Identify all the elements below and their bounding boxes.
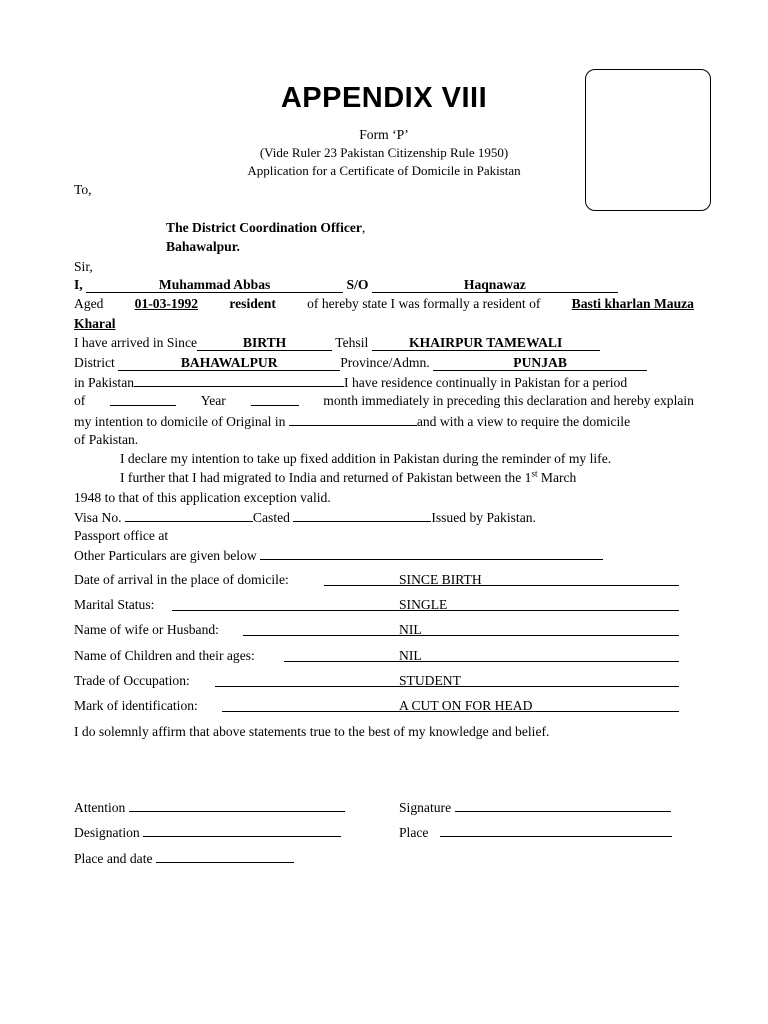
casted-label: Casted: [252, 510, 290, 525]
district-line: [74, 355, 647, 371]
application-title: Application for a Certificate of Domicile in Pakistan: [247, 163, 521, 178]
place-line: [399, 824, 672, 841]
applicant-name: Muhammad Abbas: [86, 278, 343, 293]
particular-label: Mark of identification:: [74, 698, 198, 713]
place-date-label: Place and date: [74, 851, 153, 866]
further-text-a: I further that I had migrated to India and returned of Pakistan between the 1: [120, 470, 532, 485]
aged-line: [74, 296, 694, 312]
visa-label: Visa No.: [74, 510, 122, 525]
attention-label: Attention: [74, 800, 126, 815]
period-line: [74, 393, 694, 409]
signature-blank: [455, 799, 671, 812]
visa-line: [74, 509, 536, 526]
signature-label: Signature: [399, 800, 452, 815]
intention-text: my intention to domicile of Original in: [74, 414, 286, 429]
place-label: Place: [399, 825, 429, 840]
so-label: S/O: [346, 277, 369, 292]
particular-value: A CUT ON FOR HEAD: [399, 698, 533, 713]
particular-label: Name of wife or Husband:: [74, 622, 219, 637]
year-blank: [110, 393, 176, 406]
designation-blank: [143, 824, 341, 837]
particular-line: [284, 661, 679, 662]
residence-text: I have residence continually in Pakistan for a period: [344, 375, 628, 390]
applicant-line: [74, 277, 618, 293]
intention-blank: [289, 413, 417, 426]
particular-label: Marital Status:: [74, 597, 155, 612]
particular-value: NIL: [399, 648, 422, 663]
particular-value: SINGLE: [399, 597, 448, 612]
tehsil-value: KHAIRPUR TAMEWALI: [372, 336, 600, 351]
issued-label: Issued by Pakistan.: [431, 510, 536, 525]
particular-row: [74, 572, 679, 588]
casted-blank: [293, 509, 431, 522]
passport-line: Passport office at: [74, 528, 169, 543]
particular-row: [74, 597, 679, 613]
particular-line: [243, 635, 679, 636]
particular-row: [74, 673, 679, 689]
father-name: Haqnawaz: [372, 278, 618, 293]
attention-blank: [129, 799, 345, 812]
particular-row: [74, 622, 679, 638]
of-label: of: [74, 393, 86, 408]
particular-label: Trade of Occupation:: [74, 673, 190, 688]
dob: 01-03-1992: [134, 296, 199, 311]
district-label: District: [74, 355, 115, 370]
i-label: I,: [74, 277, 83, 292]
declare-text: I declare my intention to take up fixed addition in Pakistan during the reminder of my life.: [120, 451, 612, 466]
officer-line: [166, 220, 365, 236]
other-blank: [260, 547, 603, 560]
district-value: BAHAWALPUR: [118, 356, 340, 371]
particular-label: Date of arrival in the place of domicile:: [74, 572, 289, 587]
particular-row: [74, 698, 679, 714]
signature-line: [399, 799, 671, 816]
salutation: Sir,: [74, 259, 93, 274]
resident-place: Basti kharlan Mauza: [571, 296, 694, 311]
intention-line: [74, 413, 630, 430]
in-pakistan-label: in Pakistan: [74, 375, 135, 390]
view-text: and with a view to require the domicile: [416, 414, 631, 429]
of-pakistan: of Pakistan.: [74, 432, 139, 447]
particular-line: [324, 585, 679, 586]
further-text-b: March: [540, 470, 577, 485]
province-label: Province/Admn.: [340, 355, 430, 370]
since-value: BIRTH: [197, 336, 332, 351]
resident-place-2: Kharal: [74, 316, 116, 331]
particular-label: Name of Children and their ages:: [74, 648, 255, 663]
place-blank: [440, 824, 672, 837]
in-pakistan-blank: [134, 374, 344, 387]
officer-city: Bahawalpur.: [166, 239, 240, 254]
particular-value: STUDENT: [399, 673, 461, 688]
particular-row: [74, 648, 679, 664]
formally-text: of hereby state I was formally a resident of: [307, 296, 541, 311]
officer-name: The District Coordination Officer: [166, 220, 362, 235]
further-sup: st: [531, 468, 538, 479]
officer-comma: ,: [361, 220, 366, 235]
aged-label: Aged: [74, 296, 104, 311]
resident-label: resident: [229, 296, 276, 311]
tehsil-label: Tehsil: [335, 335, 369, 350]
year-label: Year: [200, 393, 226, 408]
line-1948: 1948 to that of this application exception valid.: [74, 490, 331, 505]
place-date-line: [74, 850, 294, 867]
vide-rule: (Vide Ruler 23 Pakistan Citizenship Rule 1950): [259, 145, 509, 160]
page-title: APPENDIX VIII: [280, 82, 488, 114]
month-blank: [251, 393, 299, 406]
month-text: month immediately in preceding this declaration and hereby explain: [323, 393, 694, 408]
particular-value: NIL: [399, 622, 422, 637]
further-line: [120, 470, 576, 486]
attention-line: [74, 799, 345, 816]
designation-line: [74, 824, 341, 841]
designation-label: Designation: [74, 825, 140, 840]
to-label: To,: [74, 182, 92, 197]
place-date-blank: [156, 850, 294, 863]
form-label: Form ‘P’: [359, 127, 409, 142]
arrived-line: [74, 335, 600, 351]
arrived-label: I have arrived in Since: [74, 335, 198, 350]
particular-value: SINCE BIRTH: [399, 572, 482, 587]
other-label: Other Particulars are given below: [74, 548, 257, 563]
other-line: [74, 547, 603, 564]
visa-blank: [125, 509, 253, 522]
province-value: PUNJAB: [433, 356, 647, 371]
affirm-text: I do solemnly affirm that above statements true to the best of my knowledge and belief.: [74, 724, 550, 739]
in-pakistan-line: [74, 374, 627, 391]
